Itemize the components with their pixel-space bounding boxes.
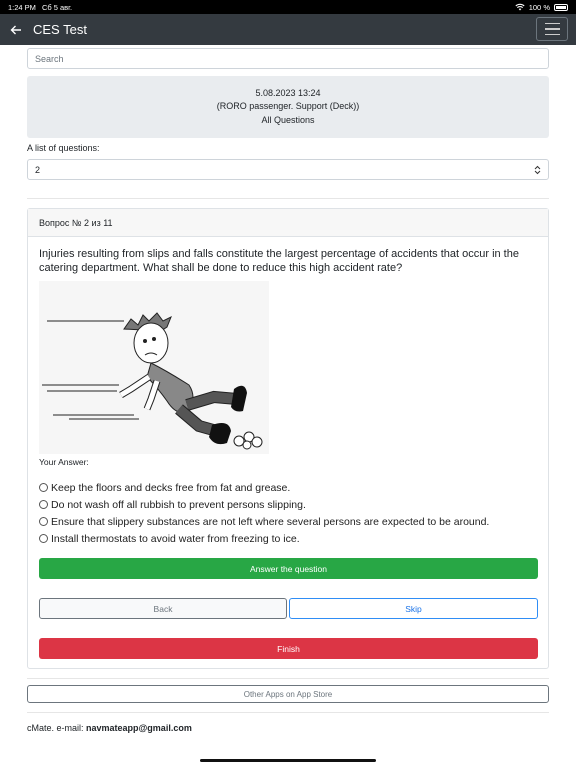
radio-icon[interactable] <box>39 500 48 509</box>
home-indicator <box>200 759 376 762</box>
your-answer-label: Your Answer: <box>39 457 89 467</box>
divider <box>27 198 549 199</box>
menu-button[interactable] <box>536 17 568 41</box>
test-info-box <box>27 76 549 138</box>
question-select[interactable] <box>27 159 549 180</box>
status-bar <box>0 0 576 14</box>
divider <box>27 712 549 713</box>
answer-options <box>39 479 489 547</box>
select-caret-icon <box>534 165 541 175</box>
answer-text: Keep the floors and decks free from fat and grease. <box>51 481 291 494</box>
hamburger-icon <box>545 23 560 25</box>
battery-icon <box>554 4 568 11</box>
wifi-icon <box>515 3 525 11</box>
radio-icon[interactable] <box>39 483 48 492</box>
search-placeholder: Search <box>35 53 64 64</box>
footer-prefix: cMate. e-mail: <box>27 723 87 733</box>
radio-icon[interactable] <box>39 517 48 526</box>
test-scope: All Questions <box>261 114 315 125</box>
status-date: Сб 5 авг. <box>41 2 73 12</box>
question-card <box>27 208 549 669</box>
search-input[interactable] <box>27 48 549 69</box>
answer-option[interactable] <box>39 479 489 496</box>
answer-text: Do not wash off all rubbish to prevent persons slipping. <box>51 498 306 511</box>
other-apps-button[interactable]: Other Apps on App Store <box>27 685 549 703</box>
answer-text: Ensure that slippery substances are not left where several persons are expected to be around. <box>51 515 490 528</box>
status-time: 1:24 PM <box>8 2 36 12</box>
answer-text: Install thermostats to avoid water from freezing to ice. <box>51 532 300 545</box>
finish-button[interactable]: Finish <box>39 638 538 659</box>
battery-percent: 100 % <box>528 2 550 12</box>
radio-icon[interactable] <box>39 534 48 543</box>
skip-button[interactable]: Skip <box>289 598 538 619</box>
slip-illustration <box>39 281 269 454</box>
answer-option[interactable] <box>39 513 489 530</box>
back-arrow-icon[interactable] <box>2 14 30 45</box>
page-title: CES Test <box>33 22 87 37</box>
footer <box>27 723 192 733</box>
question-select-value: 2 <box>35 164 41 175</box>
question-text: Injuries resulting from slips and falls constitute the largest percentage of accidents that occur in the catering department. What shall be done to reduce this high accident rate? <box>39 248 519 274</box>
answer-option[interactable] <box>39 496 489 513</box>
divider <box>27 678 549 679</box>
answer-button[interactable]: Answer the question <box>39 558 538 579</box>
question-header: Вопрос № 2 из 11 <box>28 209 548 237</box>
back-button[interactable]: Back <box>39 598 287 619</box>
answer-option[interactable] <box>39 530 489 547</box>
test-category: (RORO passenger. Support (Deck)) <box>216 101 360 112</box>
footer-email[interactable]: navmateapp@gmail.com <box>86 723 192 733</box>
top-navbar <box>0 14 576 45</box>
test-datetime: 5.08.2023 13:24 <box>255 87 321 98</box>
question-list-label: A list of questions: <box>27 143 100 153</box>
